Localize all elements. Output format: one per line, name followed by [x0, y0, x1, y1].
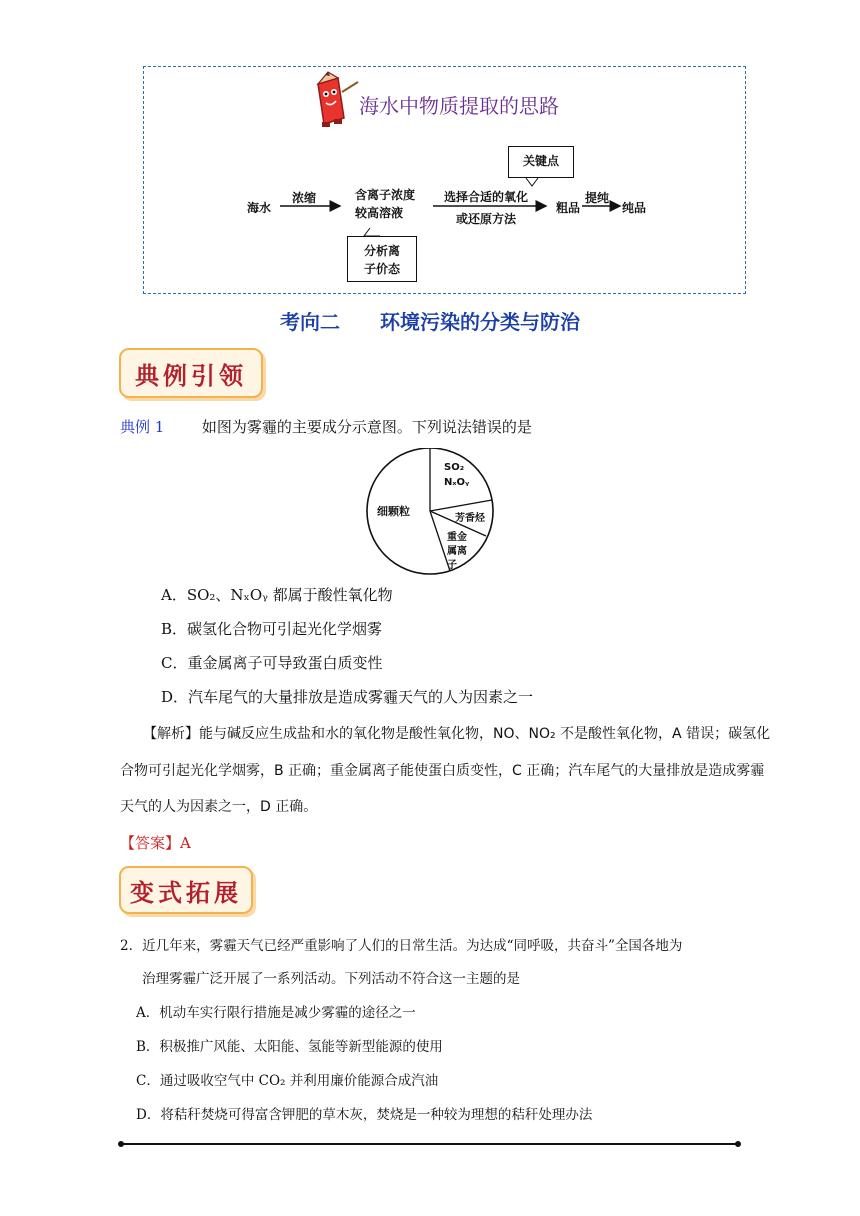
- flow-node-crude: 粗品: [556, 201, 581, 215]
- footer-rule-dot-right: [735, 1141, 741, 1147]
- callout-analyze: [347, 236, 417, 282]
- footer-rule: [121, 1143, 738, 1145]
- pie-label-so2: SO₂: [444, 462, 465, 473]
- variant-option-c: C．通过吸收空气中 CO₂ 并利用廉价能源合成汽油: [136, 1073, 439, 1089]
- flow-start: 海水: [247, 201, 272, 215]
- example-option-b: B．碳氢化合物可引起光化学烟雾: [161, 620, 383, 638]
- flow-step-method-2: 或还原方法: [456, 212, 517, 226]
- example-question-line: [120, 416, 532, 437]
- pencil-mascot-icon: [308, 70, 360, 130]
- flow-step-purify: 提纯: [585, 191, 610, 205]
- pie-label-aromatic: 芳香烃: [455, 513, 485, 524]
- flow-node-solution-2: 较高溶液: [355, 206, 404, 220]
- variant-line-2: 治理雾霾广泛开展了一系列活动。下列活动不符合这一主题的是: [142, 971, 520, 987]
- callout-analyze-line1: 分析离: [363, 244, 400, 258]
- variant-option-b: B．积极推广风能、太阳能、氢能等新型能源的使用: [136, 1039, 443, 1055]
- pie-label-heavy-1: 重金: [447, 532, 467, 543]
- callout-key-text: 关键点: [522, 154, 559, 168]
- example-label: 典例 1: [120, 418, 165, 436]
- pie-label-heavy-3: 子: [447, 560, 457, 571]
- variant-option-a: A．机动车实行限行措施是减少雾霾的途径之一: [136, 1005, 416, 1021]
- answer: 【答案】A: [120, 834, 191, 852]
- example-option-c: C．重金属离子可导致蛋白质变性: [161, 654, 383, 672]
- callout-analyze-line2: 子价态: [363, 262, 400, 276]
- analysis-line-3: 天气的人为因素之一，D 正确。: [120, 799, 318, 815]
- variant-line-1: 2．近几年来，雾霾天气已经严重影响了人们的日常生活。为达成“同呼吸，共奋斗”全国各地为: [120, 938, 683, 954]
- badge-example: 典例引领: [119, 348, 263, 398]
- footer-rule-dot-left: [118, 1141, 124, 1147]
- analysis-line-2: 合物可引起光化学烟雾，B 正确；重金属离子能使蛋白质变性，C 正确；汽车尾气的大量排放是造成雾霾: [120, 763, 765, 779]
- flow-end: 纯品: [622, 201, 647, 215]
- flow-node-solution-1: 含离子浓度: [355, 188, 416, 202]
- badge-variant: 变式拓展: [119, 866, 253, 914]
- callout-key-point: [508, 146, 574, 178]
- variant-option-d: D．将秸秆焚烧可得富含钾肥的草木灰，焚烧是一种较为理想的秸秆处理办法: [136, 1107, 593, 1123]
- example-option-a: A．SO₂、NₓOᵧ 都属于酸性氧化物: [161, 586, 393, 604]
- example-question: 如图为雾霾的主要成分示意图。下列说法错误的是: [201, 418, 532, 436]
- example-option-d: D．汽车尾气的大量排放是造成雾霾天气的人为因素之一: [161, 688, 534, 706]
- flow-step-concentrate: 浓缩: [292, 191, 317, 205]
- section-title: 考向二 环境污染的分类与防治: [280, 310, 580, 334]
- analysis-line-1: 【解析】能与碱反应生成盐和水的氧化物是酸性氧化物，NO、NO₂ 不是酸性氧化物，A 错误；碳氢化: [143, 726, 771, 742]
- pie-label-fine: 细颗粒: [377, 505, 410, 518]
- tip-title: 海水中物质提取的思路: [359, 94, 559, 118]
- pie-label-heavy-2: 属离: [447, 546, 467, 557]
- pie-label-nxoy: NₓOᵧ: [444, 477, 470, 488]
- flow-step-method-1: 选择合适的氧化: [444, 190, 529, 204]
